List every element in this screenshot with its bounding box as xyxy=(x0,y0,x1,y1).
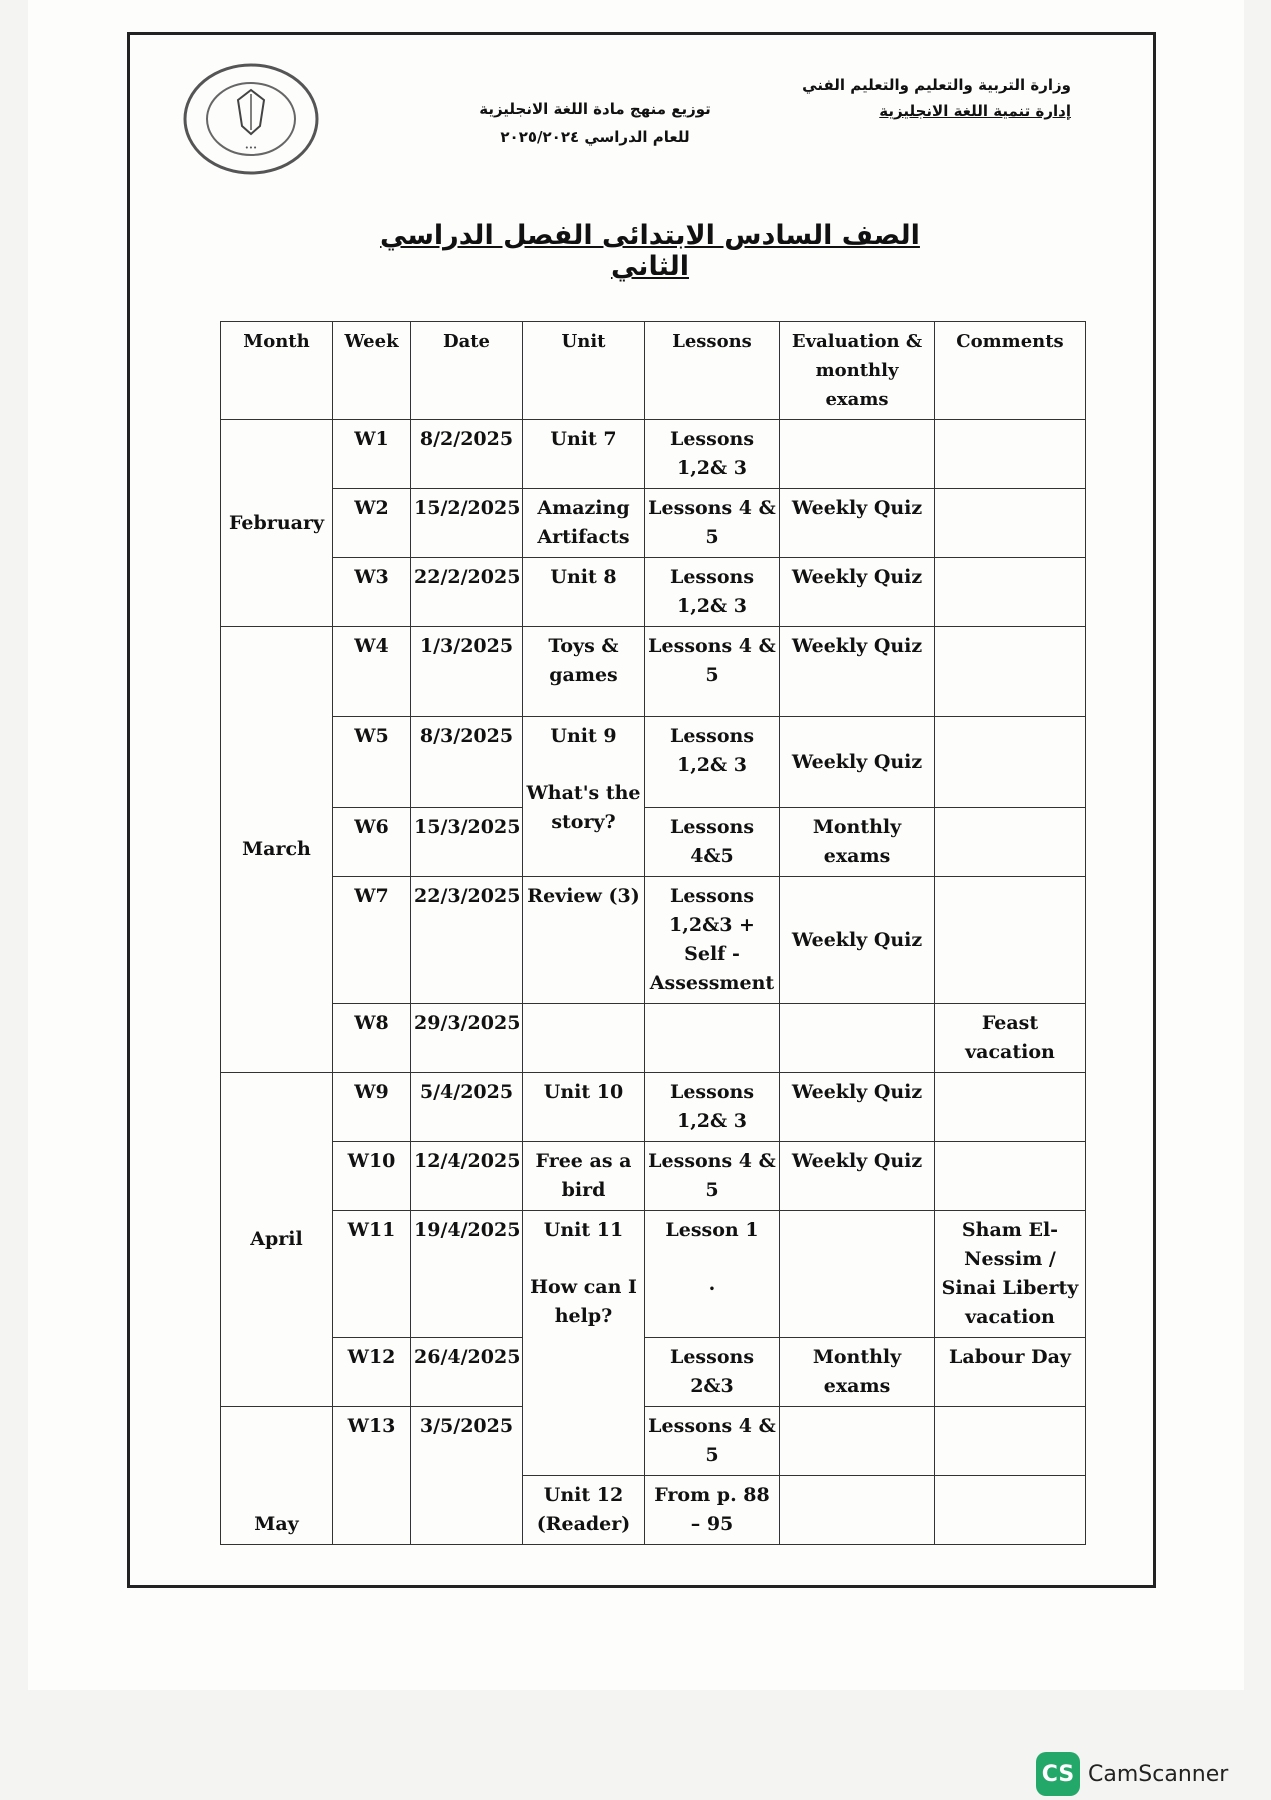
week-cell: W10 xyxy=(333,1142,411,1211)
comments-cell: Sham El-Nessim / Sinai Liberty vacation xyxy=(935,1211,1086,1338)
comments-cell xyxy=(935,558,1086,627)
department-name: إدارة تنمية اللغة الانجليزية xyxy=(879,102,1071,120)
evaluation-cell: Weekly Quiz xyxy=(780,489,935,558)
unit-title: Unit 9 xyxy=(550,725,617,747)
header-ministry-block xyxy=(802,72,1071,124)
lessons-cell: Lessons 4 & 5 xyxy=(645,627,780,717)
table-row xyxy=(221,1142,1086,1211)
evaluation-cell xyxy=(780,1004,935,1073)
lessons-cell: Lessons 2&3 xyxy=(645,1338,780,1407)
month-cell: February xyxy=(221,420,333,627)
table-row xyxy=(221,717,1086,808)
comments-cell: Labour Day xyxy=(935,1338,1086,1407)
lessons-cell: Lessons 4&5 xyxy=(645,808,780,877)
week-cell: W3 xyxy=(333,558,411,627)
comments-cell xyxy=(935,717,1086,808)
table-row xyxy=(221,1338,1086,1407)
evaluation-cell: Weekly Quiz xyxy=(780,558,935,627)
month-cell: March xyxy=(221,627,333,1073)
ministry-seal xyxy=(180,60,322,178)
week-cell: W8 xyxy=(333,1004,411,1073)
unit-title: Unit 11 xyxy=(543,1219,624,1241)
date-cell: 22/2/2025 xyxy=(411,558,523,627)
comments-cell xyxy=(935,420,1086,489)
lessons-cell: Lessons 4 & 5 xyxy=(645,489,780,558)
camscanner-watermark xyxy=(1036,1752,1228,1796)
lessons-cell xyxy=(645,1004,780,1073)
date-cell: 12/4/2025 xyxy=(411,1142,523,1211)
ministry-name: وزارة التربية والتعليم والتعليم الفني xyxy=(802,76,1071,94)
lessons-cell: Lessons 4 & 5 xyxy=(645,1407,780,1476)
evaluation-cell: Monthly exams xyxy=(780,808,935,877)
table-row xyxy=(221,627,1086,717)
evaluation-cell: Weekly Quiz xyxy=(780,877,935,1004)
month-cell: May xyxy=(221,1407,333,1545)
unit-cell: Toys & games xyxy=(523,627,645,717)
lessons-cell: Lessons 4 & 5 xyxy=(645,1142,780,1211)
camscanner-label: CamScanner xyxy=(1088,1761,1229,1787)
lessons-cell: Lessons 1,2& 3 xyxy=(645,558,780,627)
evaluation-cell xyxy=(780,1476,935,1545)
lessons-cell: Lessons 1,2& 3 xyxy=(645,1073,780,1142)
table-row xyxy=(221,489,1086,558)
unit-cell: Review (3) xyxy=(523,877,645,1004)
lesson-label: Lesson 1 xyxy=(665,1219,759,1241)
col-header-comments: Comments xyxy=(935,322,1086,420)
table-row xyxy=(221,877,1086,1004)
unit-cell: Unit 8 xyxy=(523,558,645,627)
date-cell: 3/5/2025 xyxy=(411,1407,523,1545)
camscanner-icon: CS xyxy=(1036,1752,1080,1796)
comments-cell: Feast vacation xyxy=(935,1004,1086,1073)
evaluation-cell: Monthly exams xyxy=(780,1338,935,1407)
lessons-cell: Lessons 1,2& 3 xyxy=(645,717,780,808)
comments-cell xyxy=(935,627,1086,717)
unit-cell xyxy=(523,717,645,877)
table-row xyxy=(221,420,1086,489)
lessons-cell xyxy=(645,1211,780,1338)
table-row xyxy=(221,1407,1086,1476)
col-header-date: Date xyxy=(411,322,523,420)
table-row xyxy=(221,558,1086,627)
svg-text:•••: ••• xyxy=(244,144,258,152)
comments-cell xyxy=(935,808,1086,877)
week-cell: W4 xyxy=(333,627,411,717)
distribution-line: توزيع منهج مادة اللغة الانجليزية xyxy=(479,100,711,118)
week-cell: W9 xyxy=(333,1073,411,1142)
header-syllabus-block xyxy=(460,95,730,151)
evaluation-cell: Weekly Quiz xyxy=(780,1142,935,1211)
unit-subtitle: What's the story? xyxy=(526,782,641,833)
date-cell: 8/3/2025 xyxy=(411,717,523,808)
week-cell: W1 xyxy=(333,420,411,489)
syllabus-table xyxy=(220,321,1086,1545)
table-row xyxy=(221,1211,1086,1338)
page-title: الصف السادس الابتدائى الفصل الدراسي الثاني xyxy=(380,220,920,282)
week-cell: W6 xyxy=(333,808,411,877)
month-cell: April xyxy=(221,1073,333,1407)
col-header-month: Month xyxy=(221,322,333,420)
lessons-cell: From p. 88 – 95 xyxy=(645,1476,780,1545)
lessons-cell: Lessons 1,2& 3 xyxy=(645,420,780,489)
col-header-week: Week xyxy=(333,322,411,420)
comments-cell xyxy=(935,1142,1086,1211)
table-row xyxy=(221,808,1086,877)
week-cell: W5 xyxy=(333,717,411,808)
date-cell: 19/4/2025 xyxy=(411,1211,523,1338)
unit-cell: Unit 12 (Reader) xyxy=(523,1476,645,1545)
academic-year-line: للعام الدراسي ٢٠٢٥/٢٠٢٤ xyxy=(500,128,690,146)
evaluation-cell: Weekly Quiz xyxy=(780,1073,935,1142)
comments-cell xyxy=(935,489,1086,558)
unit-subtitle: How can I help? xyxy=(530,1276,637,1327)
col-header-lessons: Lessons xyxy=(645,322,780,420)
date-cell: 22/3/2025 xyxy=(411,877,523,1004)
week-cell: W2 xyxy=(333,489,411,558)
comments-cell xyxy=(935,1073,1086,1142)
lessons-cell: Lessons 1,2&3 + Self - Assessment xyxy=(645,877,780,1004)
table-row xyxy=(221,1073,1086,1142)
evaluation-cell xyxy=(780,1211,935,1338)
evaluation-cell xyxy=(780,1407,935,1476)
col-header-evaluation: Evaluation & monthly exams xyxy=(780,322,935,420)
lesson-mark: • xyxy=(708,1284,716,1295)
date-cell: 29/3/2025 xyxy=(411,1004,523,1073)
unit-cell: Unit 7 xyxy=(523,420,645,489)
week-cell: W13 xyxy=(333,1407,411,1545)
date-cell: 15/3/2025 xyxy=(411,808,523,877)
col-header-unit: Unit xyxy=(523,322,645,420)
week-cell: W12 xyxy=(333,1338,411,1407)
unit-cell xyxy=(523,1004,645,1073)
evaluation-cell: Weekly Quiz xyxy=(780,627,935,717)
comments-cell xyxy=(935,1476,1086,1545)
table-header-row xyxy=(221,322,1086,420)
evaluation-cell: Weekly Quiz xyxy=(780,717,935,808)
unit-cell: Unit 10 xyxy=(523,1073,645,1142)
week-cell: W7 xyxy=(333,877,411,1004)
comments-cell xyxy=(935,877,1086,1004)
evaluation-cell xyxy=(780,420,935,489)
unit-cell: Free as a bird xyxy=(523,1142,645,1211)
comments-cell xyxy=(935,1407,1086,1476)
week-cell: W11 xyxy=(333,1211,411,1338)
date-cell: 15/2/2025 xyxy=(411,489,523,558)
date-cell: 8/2/2025 xyxy=(411,420,523,489)
date-cell: 26/4/2025 xyxy=(411,1338,523,1407)
unit-cell xyxy=(523,1211,645,1476)
unit-cell: Amazing Artifacts xyxy=(523,489,645,558)
date-cell: 5/4/2025 xyxy=(411,1073,523,1142)
table-row xyxy=(221,1004,1086,1073)
date-cell: 1/3/2025 xyxy=(411,627,523,717)
